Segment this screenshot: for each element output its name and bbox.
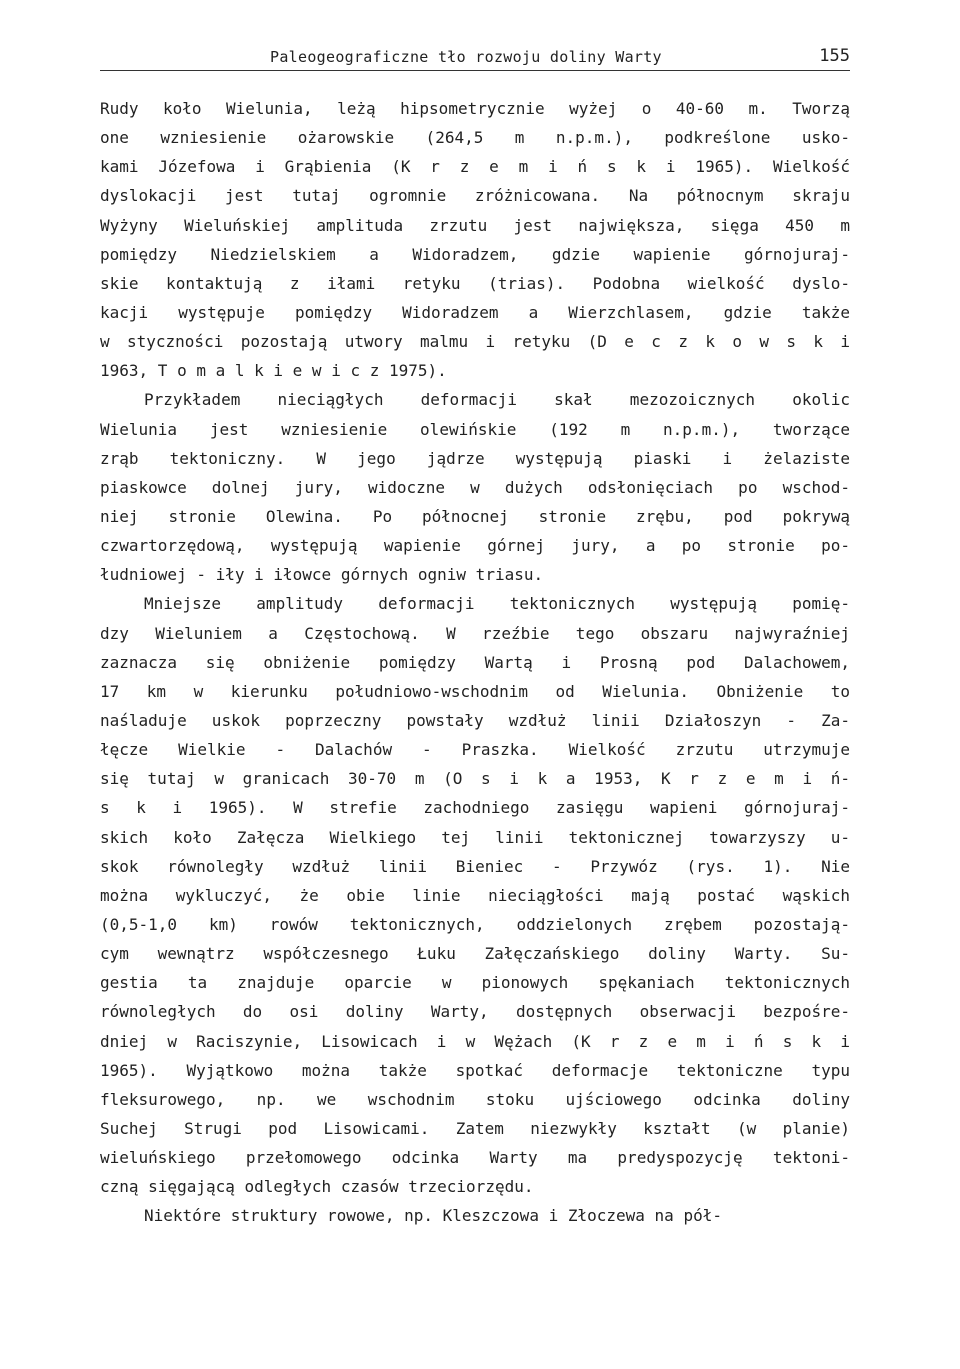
text-line: łudniowej - iły i iłowce górnych ogniw triasu. xyxy=(100,565,544,585)
running-title: Paleogeograficzne tło rozwoju doliny Warty xyxy=(270,48,662,66)
text-line: niej stronie Olewina. Po północnej stronie zrębu, pod pokrywą xyxy=(100,506,850,526)
text-line: 1963, T o m a l k i e w i c z 1975). xyxy=(100,361,447,381)
text-line: zaznacza się obniżenie pomiędzy Wartą i Prosną pod Dalachowem, xyxy=(100,652,850,672)
text-line: (0,5-1,0 km) rowów tektonicznych, oddzielonych zrębem pozostają- xyxy=(100,914,850,934)
text-line: naśladuje uskok poprzeczny powstały wzdłuż linii Działoszyn - Za- xyxy=(100,710,850,730)
text-line: s k i 1965). W strefie zachodniego zasięgu wapieni górnojuraj- xyxy=(100,798,850,818)
page-number: 155 xyxy=(819,46,850,66)
text-line: dyslokacji jest tutaj ogromnie zróżnicowana. Na północnym skraju xyxy=(100,186,850,206)
text-line: można wykluczyć, że obie linie nieciągłości mają postać wąskich xyxy=(100,885,850,905)
text-line: czwartorzędową, występują wapienie górnej jury, a po stronie po- xyxy=(100,536,850,556)
text-line: wieluńskiego przełomowego odcinka Warty ma predyspozycję tektoni- xyxy=(100,1148,850,1168)
text-line: dzy Wieluniem a Częstochową. W rzeźbie tego obszaru najwyraźniej xyxy=(100,623,850,643)
running-header xyxy=(100,44,850,71)
text-line: Wielunia jest wzniesienie olewińskie (192 m n.p.m.), tworzące xyxy=(100,419,850,439)
text-line: skie kontaktują z iłami retyku (trias). Podobna wielkość dyslo- xyxy=(100,273,850,293)
text-line: 1965). Wyjątkowo można także spotkać deformacje tektoniczne typu xyxy=(100,1060,850,1080)
text-line: 17 km w kierunku południowo-wschodnim od Wielunia. Obniżenie to xyxy=(100,681,850,701)
paragraph-start-line: Niektóre struktury rowowe, np. Kleszczowa i Złoczewa na pół- xyxy=(144,1206,722,1226)
text-line: skok równoległy wzdłuż linii Bieniec - Przywóz (rys. 1). Nie xyxy=(100,856,850,876)
text-line: gestia ta znajduje oparcie w pionowych spękaniach tektonicznych xyxy=(100,973,850,993)
text-line: fleksurowego, np. we wschodnim stoku ujściowego odcinka doliny xyxy=(100,1089,850,1109)
text-line: one wzniesienie ożarowskie (264,5 m n.p.m.), podkreślone usko- xyxy=(100,128,850,148)
text-line: cym wewnątrz współczesnego Łuku Załęczańskiego doliny Warty. Su- xyxy=(100,944,850,964)
text-line: w styczności pozostają utwory malmu i retyku (D e c z k o w s k i xyxy=(100,332,850,352)
text-line: zrąb tektoniczny. W jego jądrze występują piaski i żelaziste xyxy=(100,448,850,468)
text-line: się tutaj w granicach 30-70 m (O s i k a 1953, K r z e m i ń- xyxy=(100,769,850,789)
text-line: skich koło Załęcza Wielkiego tej linii tektonicznej towarzyszy u- xyxy=(100,827,850,847)
text-line: dniej w Raciszynie, Lisowicach i w Wężach (K r z e m i ń s k i xyxy=(100,1031,850,1051)
paragraph-start-line: Przykładem nieciągłych deformacji skał mezozoicznych okolic xyxy=(144,390,850,410)
text-line: Rudy koło Wielunia, leżą hipsometrycznie wyżej o 40-60 m. Tworzą xyxy=(100,99,850,118)
text-line: pomiędzy Niedzielskiem a Widoradzem, gdzie wapienie górnojuraj- xyxy=(100,244,850,264)
text-line: kami Józefowa i Grąbienia (K r z e m i ń s k i 1965). Wielkość xyxy=(100,157,850,177)
paragraph-start-line: Mniejsze amplitudy deformacji tektonicznych występują pomię- xyxy=(144,594,850,614)
text-line: czną sięgającą odległych czasów trzeciorzędu. xyxy=(100,1177,534,1197)
text-line: równoległych do osi doliny Warty, dostępnych obserwacji bezpośre- xyxy=(100,1002,850,1022)
text-line: łęcze Wielkie - Dalachów - Praszka. Wielkość zrzutu utrzymuje xyxy=(100,740,850,760)
text-line: piaskowce dolnej jury, widoczne w dużych odsłonięciach po wschod- xyxy=(100,477,850,497)
text-line: Wyżyny Wieluńskiej amplituda zrzutu jest największa, sięga 450 m xyxy=(100,215,850,235)
body-text xyxy=(100,94,850,1230)
text-line: Suchej Strugi pod Lisowicami. Zatem niezwykły kształt (w planie) xyxy=(100,1118,850,1138)
text-line: kacji występuje pomiędzy Widoradzem a Wierzchlasem, gdzie także xyxy=(100,302,850,322)
